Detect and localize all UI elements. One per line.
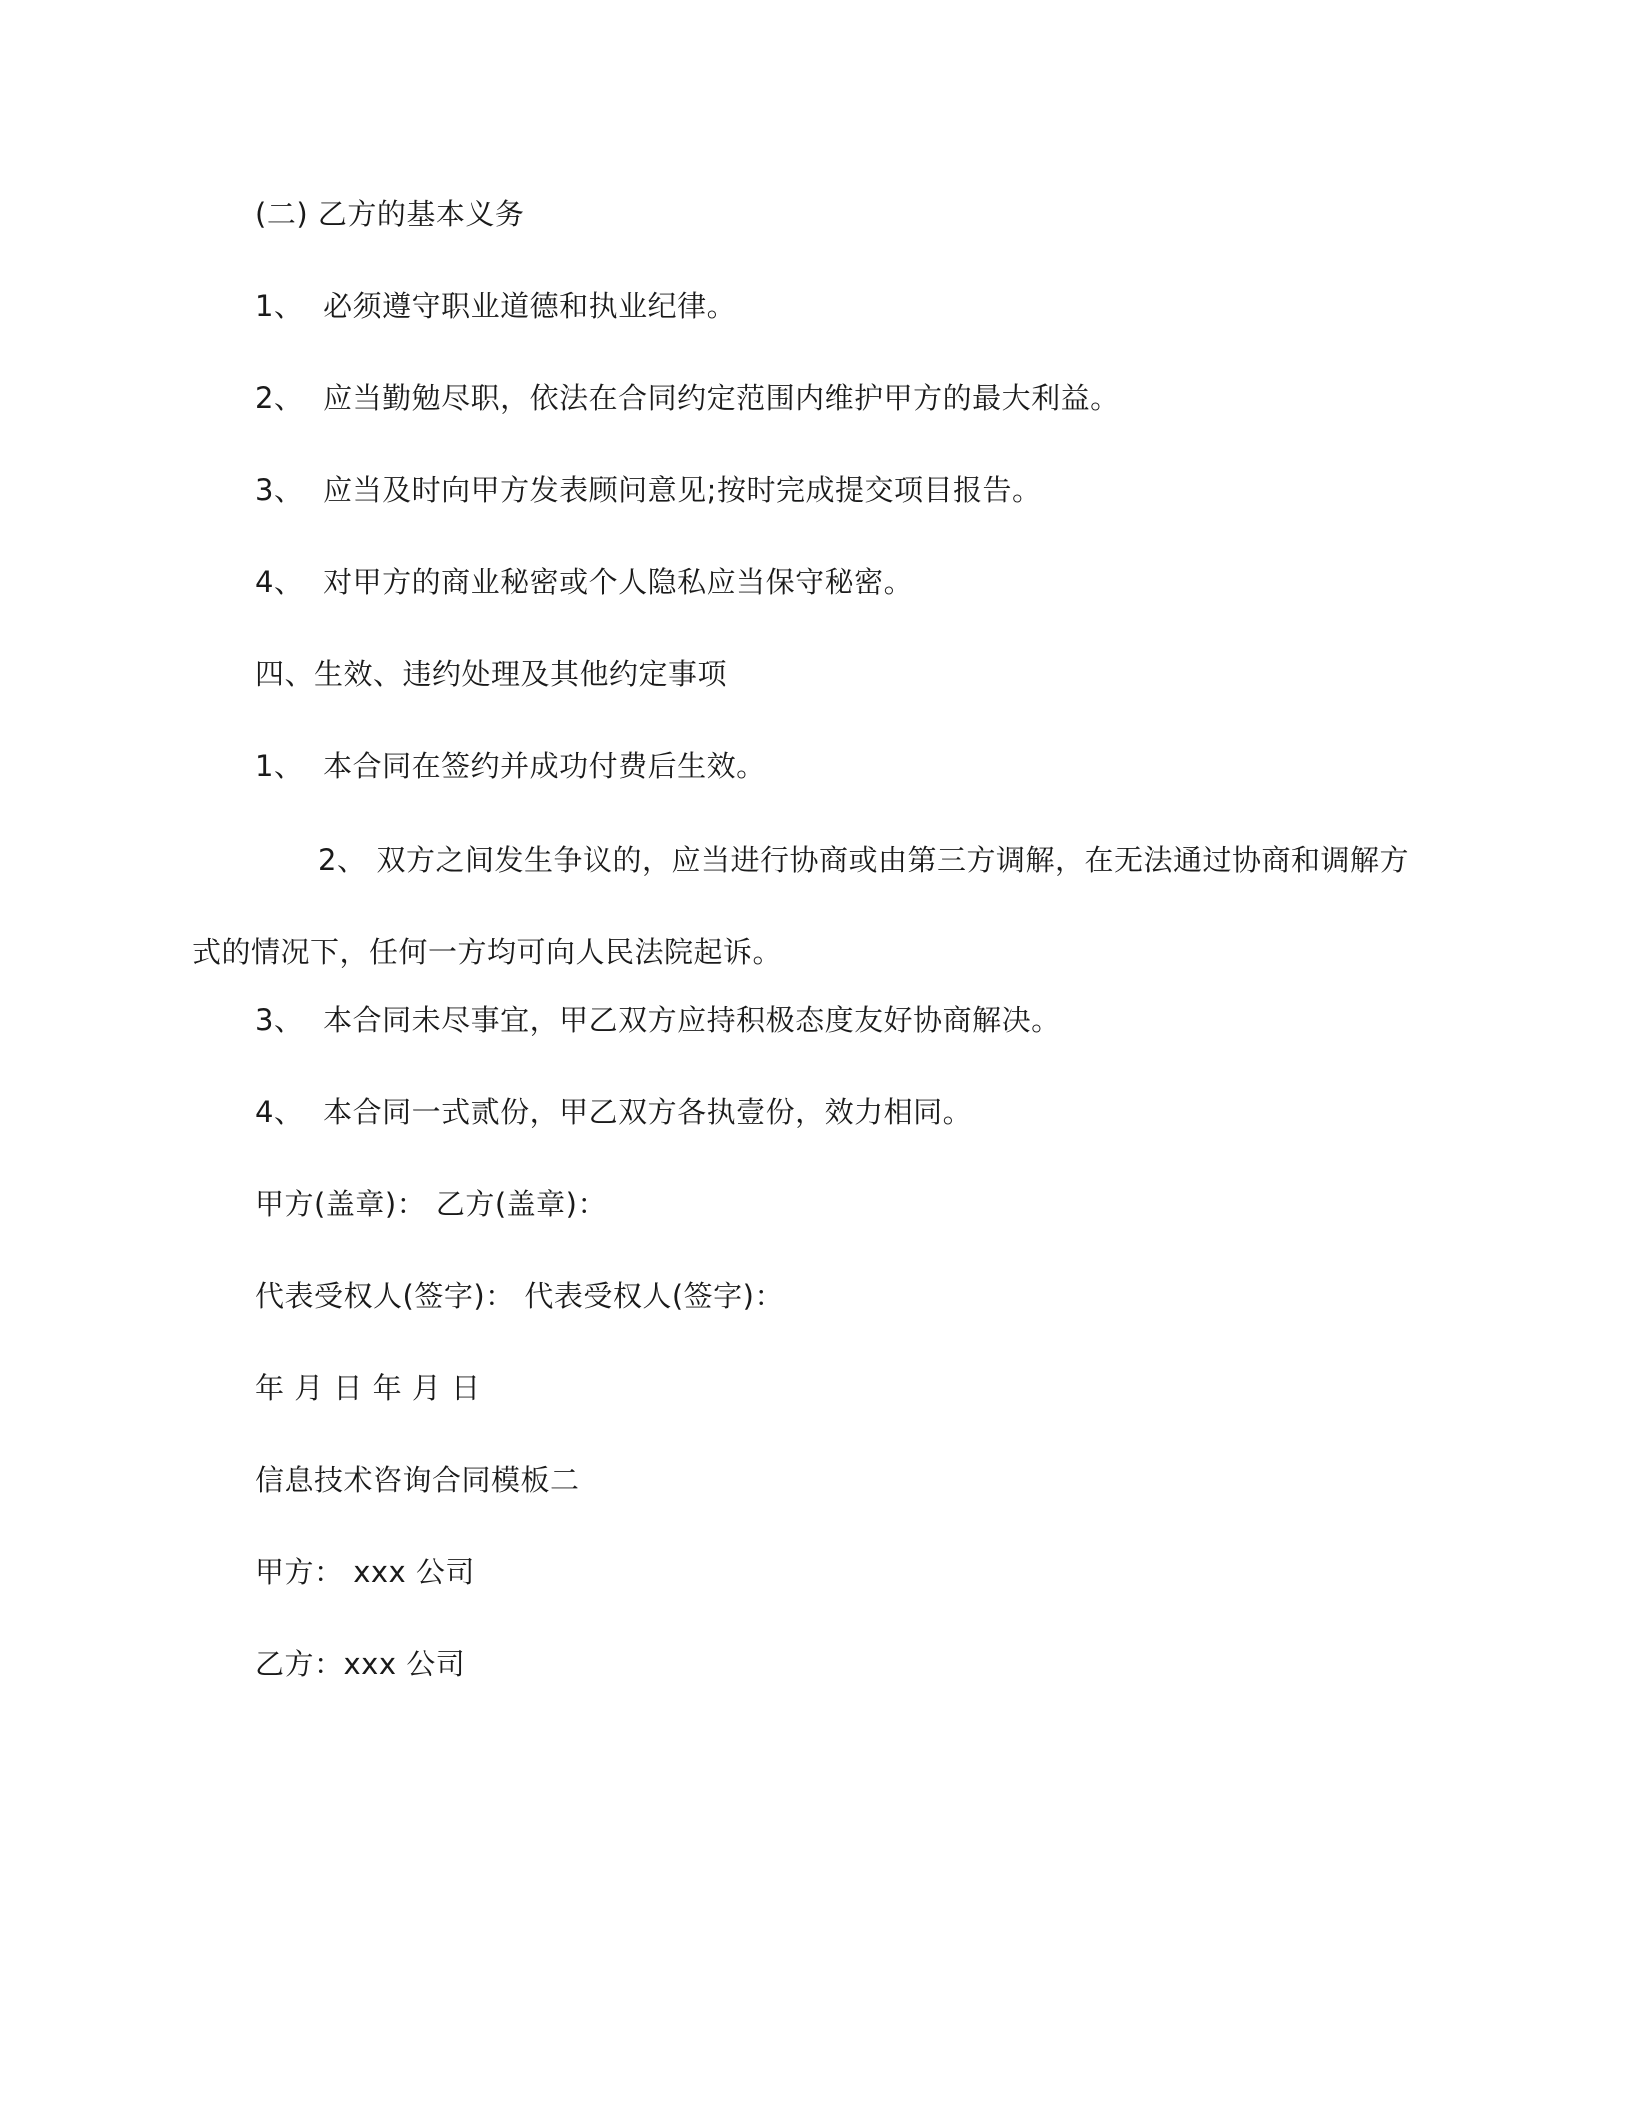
item-text: 对甲方的商业秘密或个人隐私应当保守秘密。 bbox=[323, 565, 914, 599]
clause-item bbox=[255, 746, 766, 786]
clause-item bbox=[255, 1000, 1061, 1040]
item-text: 本合同在签约并成功付费后生效。 bbox=[323, 749, 766, 783]
obligation-item bbox=[255, 378, 1120, 418]
template-two-title: 信息技术咨询合同模板二 bbox=[255, 1463, 580, 1497]
signature-seals: 甲方(盖章)： 乙方(盖章)： bbox=[255, 1187, 607, 1221]
signature-representatives: 代表受权人(签字)： 代表受权人(签字)： bbox=[255, 1279, 784, 1313]
obligation-item bbox=[255, 562, 913, 602]
item-text: 必须遵守职业道德和执业纪律。 bbox=[323, 289, 737, 323]
obligation-item bbox=[255, 286, 736, 326]
party-b: 乙方：xxx 公司 bbox=[255, 1647, 466, 1681]
clause-line: 式的情况下，任何一方均可向人民法院起诉。 bbox=[192, 935, 783, 969]
item-number: 3、 bbox=[255, 473, 304, 507]
item-text: 应当勤勉尽职，依法在合同约定范围内维护甲方的最大利益。 bbox=[323, 381, 1120, 415]
item-number: 3、 bbox=[255, 1003, 304, 1037]
clause-item bbox=[255, 1092, 972, 1132]
obligation-item bbox=[255, 470, 1041, 510]
item-number: 4、 bbox=[255, 1095, 304, 1129]
item-text: 应当及时向甲方发表顾问意见;按时完成提交项目报告。 bbox=[323, 473, 1042, 507]
item-text: 本合同一式贰份，甲乙双方各执壹份，效力相同。 bbox=[323, 1095, 973, 1129]
item-text: 本合同未尽事宜，甲乙双方应持积极态度友好协商解决。 bbox=[323, 1003, 1061, 1037]
item-number: 1、 bbox=[255, 749, 304, 783]
item-number: 4、 bbox=[255, 565, 304, 599]
party-a: 甲方： xxx 公司 bbox=[255, 1555, 475, 1589]
clause-line bbox=[192, 840, 1432, 880]
item-number: 1、 bbox=[255, 289, 304, 323]
clause-item-dispute bbox=[192, 840, 1432, 972]
item-text: 双方之间发生争议的，应当进行协商或由第三方调解，在无法通过协商和调解方 bbox=[376, 843, 1409, 877]
section-heading-party-b-obligations: (二) 乙方的基本义务 bbox=[255, 197, 525, 231]
signature-dates: 年 月 日 年 月 日 bbox=[255, 1371, 481, 1405]
item-number: 2、 bbox=[318, 843, 367, 877]
section-heading-four: 四、生效、违约处理及其他约定事项 bbox=[255, 657, 728, 691]
item-number: 2、 bbox=[255, 381, 304, 415]
